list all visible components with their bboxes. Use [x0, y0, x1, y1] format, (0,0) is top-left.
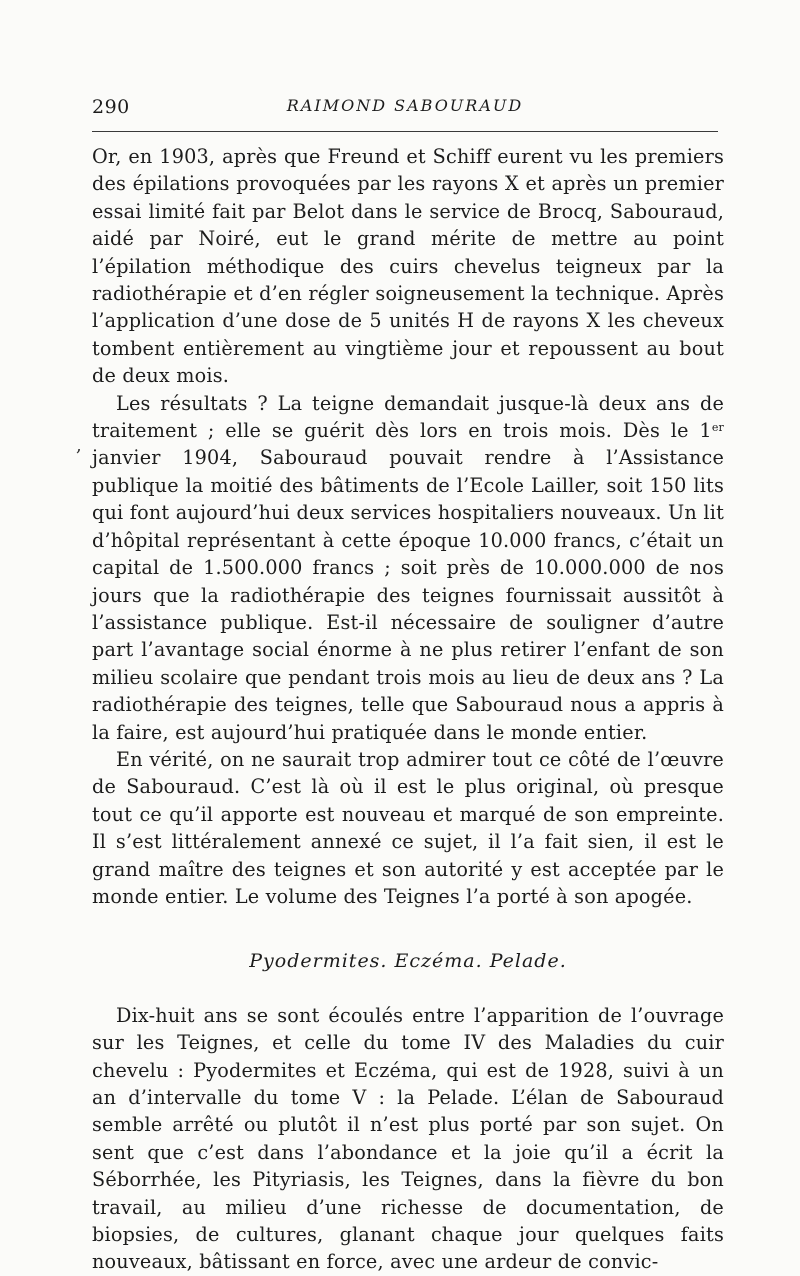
margin-mark: , — [76, 435, 82, 456]
superscript: er — [711, 421, 724, 435]
page-header — [92, 96, 718, 120]
body-text — [92, 143, 724, 1276]
section-title: Pyodermites. Eczéma. Pelade. — [249, 950, 567, 973]
paragraph-text: janvier 1904, Sabouraud pouvait rendre à l’Assistance publique la moitié des bâtiments de l’Ecole Lailler, soit 150 lits qui font aujourd’hui deux services hospitaliers nouveaux. Un lit d’hôpital représentant à cette époque 10.000 francs, c’était un capital de 1.500.000 francs ; soit près de 10.000.000 de nos jours que la radiothérapie des teignes fournissait aussitôt à l’assistance publique. Est-il nécessaire de souligner d’autre part l’avantage social énorme à ne plus retirer l’enfant de son milieu scolaire que pendant trois mois au lieu de deux ans ? La radiothérapie des teignes, telle que Sabouraud nous a appris à la faire, est aujourd’hui pratiquée dans le monde entier. — [92, 446, 724, 744]
paragraph: En vérité, on ne saurait trop admirer tout ce côté de l’œuvre de Sabouraud. C’est là où il est le plus original, où presque tout ce qu’il apporte est nouveau et marqué de son empreinte. Il s’est littéralement annexé ce sujet, il l’a fait sien, il est le grand maître des teignes et son autorité y est acceptée par le monde entier. Le volume des Teignes l’a porté à son apogée. — [92, 747, 724, 908]
header-rule — [92, 131, 718, 132]
paragraph-text: Les résultats ? La teigne demandait jusque-là deux ans de traitement ; elle se guérit dès lors en trois mois. Dès le 1 — [92, 391, 724, 443]
running-title: RAIMOND SABOURAUD — [286, 96, 524, 115]
page-number: 290 — [92, 96, 130, 118]
paragraph — [92, 390, 724, 746]
paragraph: Dix-huit ans se sont écoulés entre l’apparition de l’ouvrage sur les Teignes, et celle du tome IV des Maladies du cuir chevelu : Pyodermites et Eczéma, qui est de 1928, suivi à un an d’intervalle du tome V : la Pelade. L’élan de Sabouraud semble arrêté ou plutôt il n’est plus porté par son sujet. On sent que c’est dans l’abondance et la joie qu’il a écrit la Séborrhée, les Pityriasis, les Teignes, dans la fièvre du bon travail, au milieu d’une richesse de documentation, de biopsies, de cultures, glanant chaque jour quelques faits nouveaux, bâtissant en force, avec une ardeur de convic- — [92, 1003, 724, 1274]
paragraph: Or, en 1903, après que Freund et Schiff eurent vu les premiers des épilations provoquées par les rayons X et après un premier essai limité fait par Belot dans le service de Brocq, Sabouraud, aidé par Noiré, eut le grand mérite de mettre au point l’épilation méthodique des cuirs chevelus teigneux par la radiothérapie et d’en régler soigneusement la technique. Après l’application d’une dose de 5 unités H de rayons X les cheveux tombent entièrement au vingtième jour et repoussent au bout de deux mois. — [92, 145, 724, 388]
